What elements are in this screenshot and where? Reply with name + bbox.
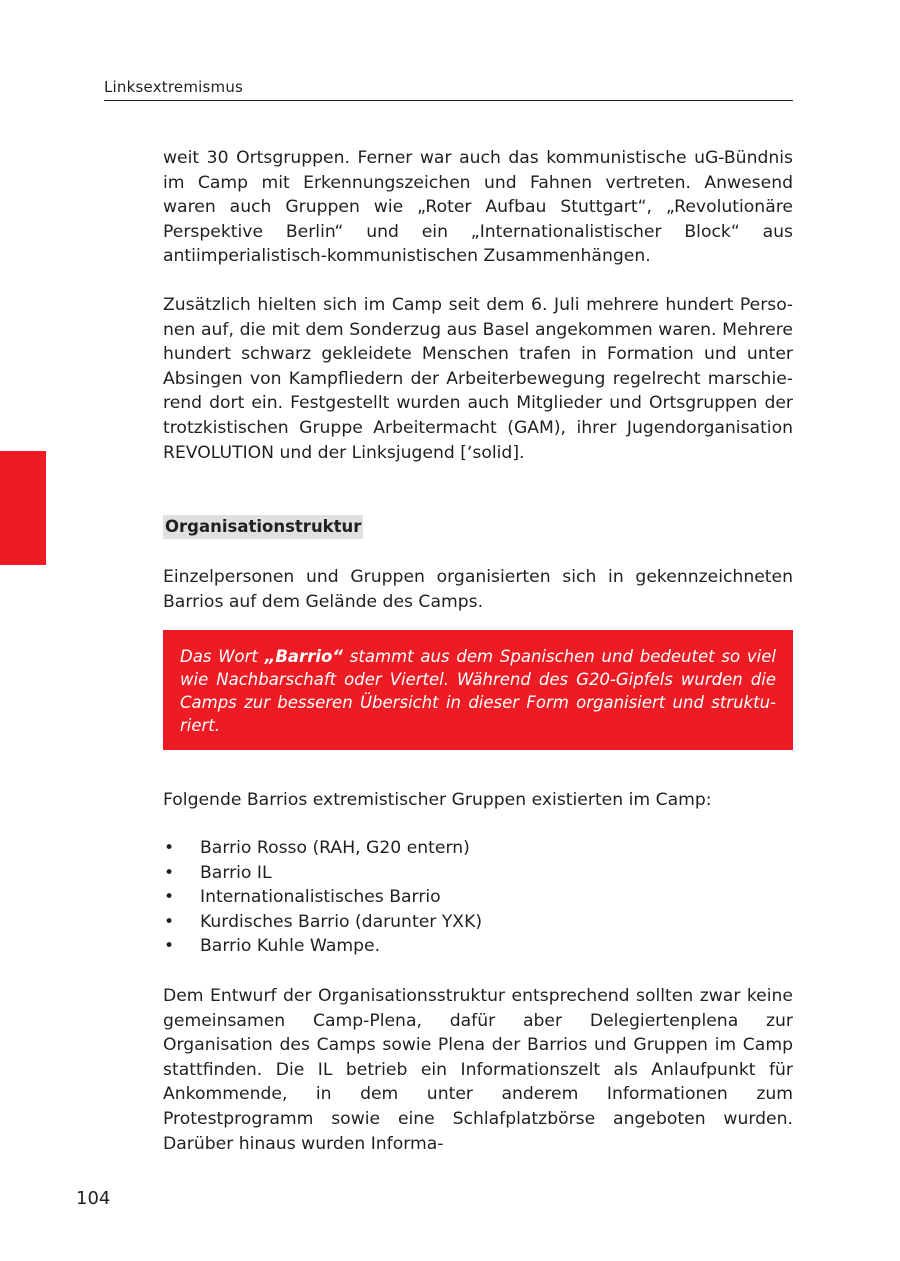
bullet-icon: • [164,911,175,932]
info-box [163,630,793,749]
bullet-icon: • [164,838,175,859]
list-item-text: Kurdisches Barrio (darunter YXK) [200,911,483,932]
page-content [163,146,793,1156]
paragraph: Zusätzlich hielten sich im Camp seit dem 6. Juli mehrere hundert Personen auf, die mit dem Sonderzug aus Basel angekommen waren. Mehrere hundert schwarz gekleidete Menschen trafen in Formation und unter Absingen von Kampfliedern der Arbeiterbewegung regelrecht marschierend dort ein. Festgestellt wurden auch Mitglieder und Ortsgruppen der trotzkistischen Gruppe Arbeitermacht (GAM), ihrer Jugendorganisation REVOLUTION und der Linksjugend [‘solid]. [163,294,793,463]
list-item-text: Barrio IL [200,862,272,883]
bullet-icon: • [164,862,175,883]
list-item [163,934,793,959]
page-number: 104 [76,1188,111,1209]
list-item [163,885,793,910]
info-box-keyword: „Barrio“ [264,647,343,667]
paragraph: Folgende Barrios extremistischer Gruppen existierten im Camp: [163,789,712,810]
paragraph: weit 30 Ortsgruppen. Ferner war auch das kommunistische uG-Bündnis im Camp mit Erkennungszeichen und Fahnen vertreten. Anwesend waren auch Gruppen wie „Roter Aufbau Stuttgart“, „Revolutionäre Perspektive Berlin“ und ein „Internationalistischer Block“ aus antiimperialistisch-kommunistischen Zusammenhängen. [163,148,793,267]
info-box-prefix: Das Wort [180,647,265,667]
info-box-text: stammt aus dem Spanischen und bedeutet so viel wie Nachbarschaft oder Viertel. Während des G20-Gipfels wurden die Camps zur besseren Übersicht in dieser Form organisiert und strukturiert. [180,647,776,735]
running-header: Linksextremismus [104,76,793,101]
list-item-text: Internationalistisches Barrio [200,887,441,908]
bullet-icon: • [164,936,175,957]
list-item [163,910,793,935]
list-item-text: Barrio Kuhle Wampe. [200,936,381,957]
bullet-icon: • [164,887,175,908]
section-heading: Organisationstruktur [163,515,363,539]
list-item-text: Barrio Rosso (RAH, G20 entern) [200,838,470,859]
chapter-marker-tab [0,451,46,565]
paragraph: Dem Entwurf der Organisationsstruktur entsprechend sollten zwar keine gemeinsamen Camp-Plena, dafür aber Delegiertenplena zur Organisation des Camps sowie Plena der Barrios und Gruppen im Camp stattfinden. Die IL betrieb ein Informationszelt als Anlaufpunkt für Ankommende, in dem unter anderem Informationen zum Protestprogramm sowie eine Schlafplatzbörse angeboten wurden. Darüber hinaus wurden Informa- [163,986,793,1154]
paragraph: Einzelpersonen und Gruppen organisierten sich in gekennzeichneten Barrios auf dem Gelände des Camps. [163,567,793,612]
list-item [163,836,793,861]
list-item [163,861,793,886]
barrio-list [163,836,793,959]
